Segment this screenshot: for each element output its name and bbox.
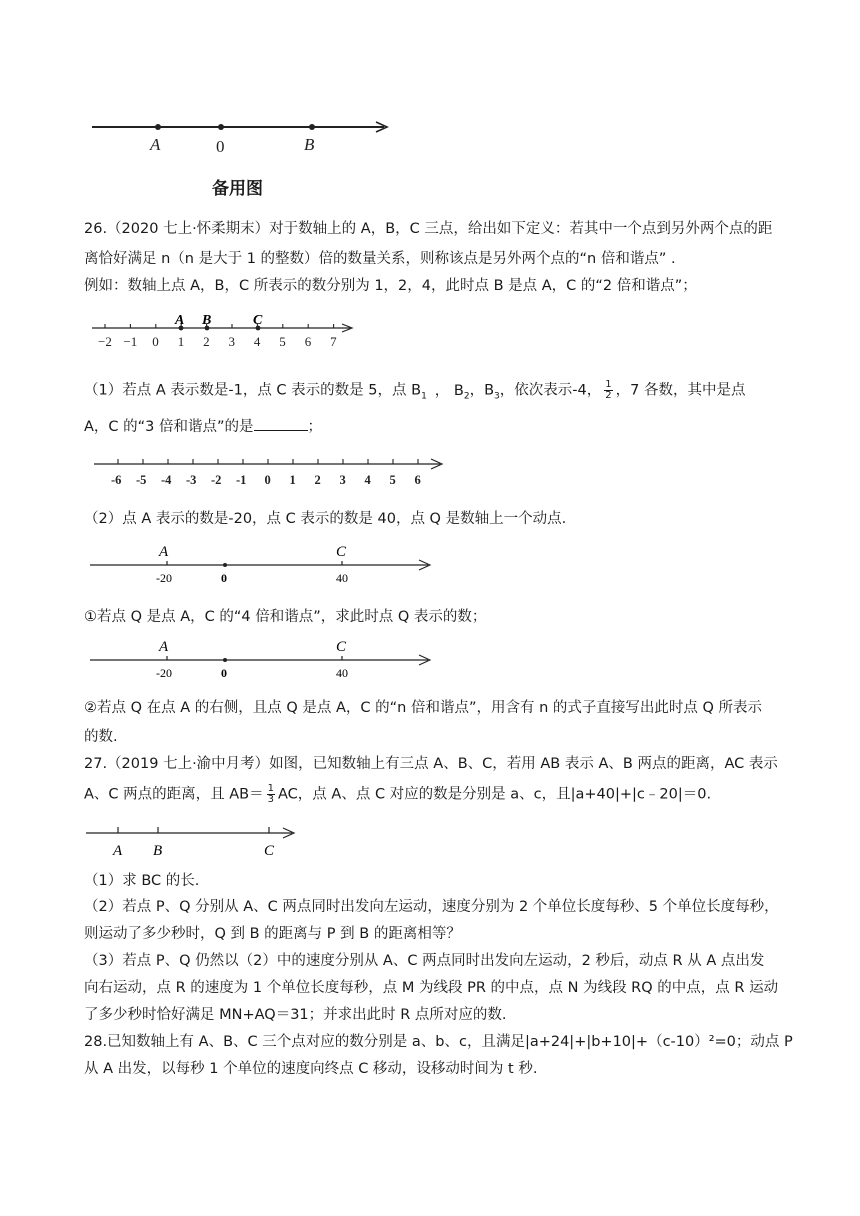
ex-tick-label: −1 (123, 334, 138, 349)
q27-part2-line1: （2）若点 P、Q 分别从 A、C 两点同时出发向左运动，速度分别为 2 个单位长度每秒、5 个单位长度每秒， (84, 899, 779, 915)
q26-example-number-line (88, 310, 358, 352)
q26-part1-text-f: ，7 各数，其中是点 (615, 382, 746, 399)
q26-part2: （2）点 A 表示的数是-20，点 C 表示的数是 40，点 Q 是数轴上一个动点. (84, 511, 567, 527)
svg-text:C: C (264, 843, 275, 859)
svg-text:-20: -20 (156, 571, 172, 585)
backup-number-line (88, 112, 398, 162)
axis1-tick-label: 5 (389, 473, 396, 487)
q27-line1: 27.（2019 七上·渝中月考）如图，已知数轴上有三点 A、B、C，若用 AB 表示 A、B 两点的距离，AC 表示 (84, 756, 778, 772)
ex-tick-label: 5 (279, 334, 286, 349)
ex-tick-label: 4 (253, 334, 261, 349)
q26-subquestion-1: ①若点 Q 是点 A，C 的“4 倍和谐点”，求此时点 Q 表示的数； (84, 609, 487, 625)
svg-text:-20: -20 (156, 666, 172, 680)
svg-text:0: 0 (221, 571, 227, 585)
q26-line1: 26.（2020 七上·怀柔期末）对于数轴上的 A，B，C 三点，给出如下定义：若其中一个点到另外两个点的距 (84, 221, 773, 237)
axis1-tick-label: 3 (339, 473, 346, 487)
axis1-tick-label: -5 (136, 473, 147, 487)
backup-figure-caption: 备用图 (212, 179, 263, 199)
q27-line2: A、C 两点的距离，且 AB＝ $\frac{1}{3}$ AC，点 A、点 C 对应的数是分别是 a、c，且|a+40|+|c﹣20|＝0. (84, 783, 712, 805)
svg-text:40: 40 (336, 571, 348, 585)
q27-number-line (84, 822, 304, 862)
ex-tick-label: 3 (228, 334, 235, 349)
svg-text:40: 40 (336, 666, 348, 680)
q26-line3: 例如：数轴上点 A，B，C 所表示的数分别为 1，2，4，此时点 B 是点 A，C 的“2 倍和谐点”； (84, 278, 697, 294)
q28-line1: 28.已知数轴上有 A、B、C 三个点对应的数分别是 a、b、c，且满足|a+24|+|b+10|+（c-10）²=0；动点 P (84, 1034, 793, 1050)
point-b-label: B (304, 135, 315, 154)
ex-tick-label: 1 (177, 334, 185, 349)
svg-text:C: C (336, 544, 347, 560)
one-third-fraction: $\frac{1}{3}$ (267, 783, 275, 805)
q28-line2: 从 A 出发，以每秒 1 个单位的速度向终点 C 移动，设移动时间为 t 秒. (84, 1061, 538, 1077)
ex-tick-label: 2 (203, 334, 210, 349)
b3-subscript: 3 (494, 391, 500, 402)
axis1-tick-label: -2 (211, 473, 222, 487)
q26-part1-text-c: ， B (434, 382, 464, 399)
q26-part1-number-line (90, 455, 450, 495)
axis1-tick-label: 2 (314, 473, 321, 487)
origin-label: 0 (216, 137, 225, 156)
point-a-label: A (150, 135, 161, 154)
svg-text:B: B (153, 843, 163, 859)
svg-text:A: A (159, 639, 169, 655)
q27-part2-line2: 则运动了多少秒时，Q 到 B 的距离与 P 到 B 的距离相等？ (84, 926, 461, 942)
q26-part1-line2: A，C 的“3 倍和谐点”的是 ； (84, 416, 322, 437)
half-fraction: $\frac{1}{2}$ (605, 379, 612, 401)
ex-tick-label: 6 (304, 334, 312, 349)
svg-text:A: A (113, 843, 123, 859)
axis1-tick-label: 4 (364, 473, 371, 487)
axis1-tick-label: -3 (186, 473, 197, 487)
axis1-tick-label: 1 (289, 473, 296, 487)
svg-text:C: C (336, 639, 347, 655)
q26-part2-number-line-2 (88, 638, 438, 680)
ex-tick-label: 7 (330, 334, 337, 349)
axis1-tick-label: -6 (111, 473, 122, 487)
q26-line2: 离恰好满足 n（n 是大于 1 的整数）倍的数量关系，则称该点是另外两个点的“n 倍和谐点” . (84, 251, 676, 267)
q26-part1-line1 (84, 380, 745, 406)
q26-subquestion-2-line1: ②若点 Q 在点 A 的右侧，且点 Q 是点 A，C 的“n 倍和谐点”，用含有 n 的式子直接写出此时点 Q 所表示 (84, 700, 763, 716)
q27-part1: （1）求 BC 的长. (84, 873, 200, 889)
axis1-tick-label: -1 (236, 473, 247, 487)
q27-part3-line1: （3）若点 P、Q 仍然以（2）中的速度分别从 A、C 两点同时出发向左运动，2 秒后，动点 R 从 A 点出发 (84, 953, 765, 969)
ex-point-c: C (253, 313, 263, 328)
b1-subscript: 1 (421, 391, 427, 402)
b2-subscript: 2 (463, 391, 470, 402)
q27-part3-line3: 了多少秒时恰好满足 MN+AQ＝31；并求出此时 R 点所对应的数. (84, 1007, 507, 1023)
ex-point-b: B (202, 313, 212, 328)
q26-part1-text-a: （1）若点 A 表示数是-1，点 C 表示的数是 5，点 B (84, 382, 422, 399)
svg-text:0: 0 (221, 666, 227, 680)
ex-tick-label: 0 (152, 334, 159, 349)
q27-part3-line2: 向右运动，点 R 的速度为 1 个单位长度每秒，点 M 为线段 PR 的中点，点 N 为线段 RQ 的中点，点 R 运动 (84, 980, 779, 996)
q26-part2-number-line-1 (88, 543, 438, 585)
answer-blank[interactable] (254, 416, 308, 431)
q26-subquestion-2-line2: 的数. (84, 729, 118, 745)
q26-part1-text-e: ，依次表示-4， (499, 382, 602, 399)
axis1-tick-label: 6 (414, 473, 421, 487)
q26-part1-text-d: ，B (469, 382, 495, 399)
axis1-tick-label: -4 (161, 473, 172, 487)
ex-tick-label: −2 (98, 334, 112, 349)
ex-point-a: A (175, 313, 185, 328)
axis1-tick-label: 0 (264, 473, 271, 487)
svg-text:A: A (159, 544, 169, 560)
